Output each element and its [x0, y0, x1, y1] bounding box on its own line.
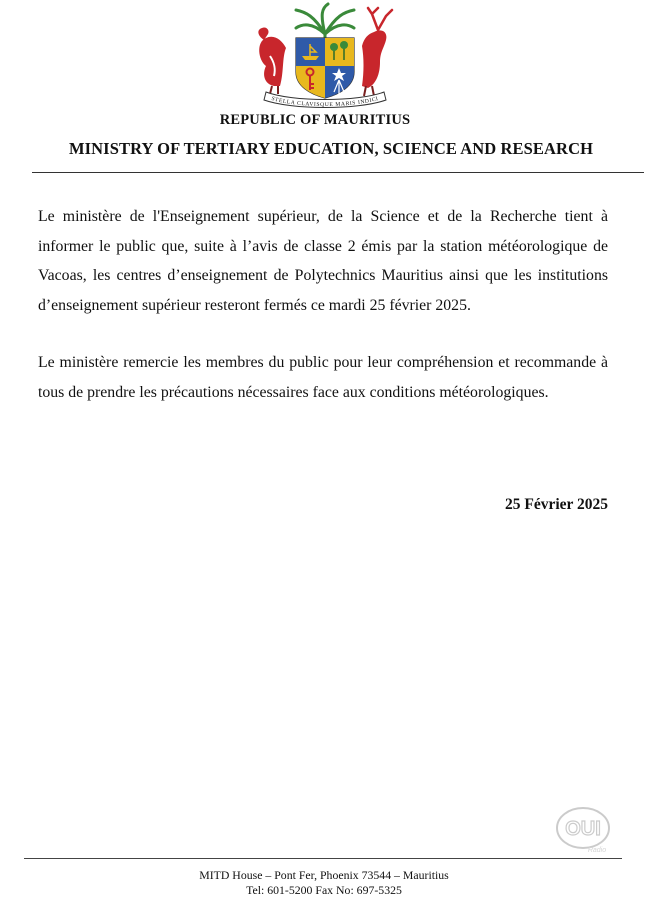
- header-divider: [32, 172, 644, 173]
- body-paragraph-1: Le ministère de l'Enseignement supérieur, de la Science et de la Recherche tient à informer le public que, suite à l’avis de classe 2 émis par la station météorologique de Vacoas, les centres d’enseignement de Polytechnics Mauritius ainsi que les institutions d’enseignement supérieur resteront fermés ce mardi 25 février 2025.: [38, 208, 608, 314]
- footer-contact: Tel: 601-5200 Fax No: 697-5325: [246, 883, 402, 897]
- body-paragraph-2: Le ministère remercie les membres du public pour leur compréhension et recommande à tous de prendre les précautions nécessaires face aux conditions météorologiques.: [38, 354, 608, 401]
- dodo-icon: [258, 27, 286, 94]
- shield-icon: [296, 38, 354, 98]
- watermark-sublabel: Radio: [587, 847, 607, 854]
- coat-of-arms: [252, 2, 398, 110]
- footer-divider: [24, 858, 622, 859]
- deer-icon: [362, 8, 392, 96]
- document-date: 25 Février 2025: [504, 496, 608, 513]
- palm-icon: [296, 4, 354, 40]
- footer-address: MITD House – Pont Fer, Phoenix 73544 – Mauritius: [199, 868, 449, 882]
- republic-heading: REPUBLIC OF MAURITIUS: [219, 112, 411, 128]
- ministry-heading: MINISTRY OF TERTIARY EDUCATION, SCIENCE AND RESEARCH: [68, 139, 594, 158]
- radio-watermark-logo: [553, 804, 617, 856]
- motto-text: STELLA CLAVISQUE MARIS INDICI: [270, 95, 380, 109]
- watermark-label: OUI: [565, 818, 601, 840]
